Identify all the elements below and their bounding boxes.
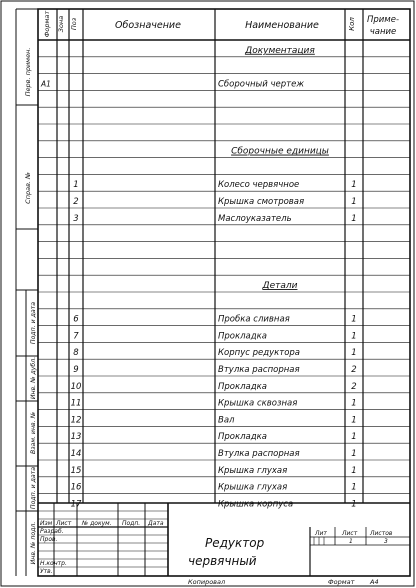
header-name: Наименование <box>245 20 319 31</box>
document-title-line1: Редуктор <box>205 536 265 550</box>
row-pos: 8 <box>73 348 79 359</box>
table-row <box>71 499 357 509</box>
footer-format-value: А4 <box>370 578 379 586</box>
tb-sign: Подп. <box>122 520 141 527</box>
row-name: Прокладка <box>218 432 267 443</box>
header-zone: Зона <box>57 15 65 33</box>
row-qty: 2 <box>351 381 357 392</box>
row-name: Маслоуказатель <box>218 213 292 224</box>
table-row <box>71 466 357 476</box>
tb-date: Дата <box>148 520 164 527</box>
header-note-1: Приме- <box>366 15 400 25</box>
row-name: Корпус редуктора <box>218 348 301 359</box>
row-pos: 14 <box>70 449 82 459</box>
footer-copied: Копировал <box>188 578 226 586</box>
row-pos: 3 <box>73 213 79 224</box>
row-name: Крышка сквозная <box>218 398 298 409</box>
tb-list: Лист <box>56 520 72 527</box>
row-qty: 1 <box>351 348 357 359</box>
row-pos: 2 <box>73 197 79 207</box>
row-name: Документация <box>245 45 315 56</box>
row-pos: 17 <box>70 499 82 510</box>
row-qty: 1 <box>351 213 357 224</box>
side-label-inv-podl: Инв. № подл. <box>30 521 37 565</box>
tb-sheet-value: 1 <box>349 538 353 545</box>
side-label-podp-data-2: Подп. и дата <box>30 466 37 510</box>
row-qty: 2 <box>351 365 357 375</box>
row-qty: 1 <box>351 499 357 510</box>
row-pos: 10 <box>70 381 82 392</box>
row-name: Втулка распорная <box>218 449 300 459</box>
side-label-perv-primen: Перв. примен. <box>24 47 32 97</box>
table-rows <box>40 46 357 510</box>
tb-utv: Утв. <box>40 568 53 575</box>
document-title-line2: червячный <box>188 554 257 568</box>
row-name: Вал <box>218 415 235 426</box>
row-qty: 1 <box>351 197 357 207</box>
row-name: Детали <box>262 281 298 291</box>
row-name: Прокладка <box>218 381 267 392</box>
row-name: Крышка глухая <box>218 465 288 476</box>
row-pos: 6 <box>73 314 79 325</box>
row-qty: 1 <box>351 398 357 409</box>
row-format: А1 <box>41 79 51 89</box>
row-name: Сборочные единицы <box>231 146 329 157</box>
side-label-sprav-no: Справ. № <box>24 172 32 204</box>
header-note-2: чание <box>369 27 397 37</box>
header-pos: Поз <box>70 17 78 31</box>
row-qty: 1 <box>351 482 357 493</box>
header-designation: Обозначение <box>115 20 181 31</box>
outer-frame <box>1 1 414 586</box>
table-row <box>40 79 304 89</box>
footer-format-label: Формат <box>328 578 355 586</box>
tb-prov: Пров. <box>40 536 58 543</box>
header-qty: Кол <box>348 17 356 31</box>
row-pos: 7 <box>73 331 79 342</box>
row-qty: 1 <box>351 314 357 325</box>
side-label-podp-data-1: Подп. и дата <box>30 301 37 345</box>
row-name: Сборочный чертеж <box>218 79 304 90</box>
row-pos: 16 <box>70 482 82 493</box>
row-pos: 11 <box>70 398 82 409</box>
footer <box>188 578 379 586</box>
row-name: Пробка сливная <box>218 314 290 325</box>
row-qty: 1 <box>351 180 357 191</box>
table-row <box>71 382 357 392</box>
row-pos: 9 <box>73 365 79 375</box>
row-name: Крышка глухая <box>218 482 288 493</box>
row-qty: 1 <box>351 415 357 426</box>
row-qty: 1 <box>351 432 357 443</box>
tb-doc-no: № докум. <box>82 520 112 527</box>
table-row <box>262 281 298 291</box>
row-name: Крышка корпуса <box>218 499 294 510</box>
row-pos: 15 <box>70 465 82 476</box>
tb-nkontr: Н.контр. <box>40 560 67 567</box>
row-pos: 12 <box>70 415 82 426</box>
table-row <box>71 449 357 459</box>
row-name: Втулка распорная <box>218 365 300 375</box>
row-name: Крышка смотровая <box>218 197 305 207</box>
table-row <box>244 46 315 56</box>
tb-izm: Изм <box>40 520 53 527</box>
title-block <box>38 503 410 576</box>
tb-sheets: Листов <box>370 530 393 537</box>
row-name: Прокладка <box>218 331 267 342</box>
row-qty: 1 <box>351 331 357 342</box>
tb-sheets-value: 3 <box>384 538 388 545</box>
header-format: Формат <box>43 10 51 38</box>
table-row <box>231 147 329 157</box>
side-label-inv-dubl: Инв. № дубл. <box>30 356 37 400</box>
tb-lit: Лит <box>315 530 327 537</box>
side-strip <box>16 9 38 576</box>
side-label-vzam-inv: Взам. инв. № <box>30 411 37 455</box>
table-row <box>71 399 357 409</box>
tb-sheet: Лист <box>342 530 358 537</box>
row-qty: 1 <box>351 449 357 459</box>
row-qty: 1 <box>351 465 357 476</box>
tb-razrab: Разраб. <box>40 528 64 535</box>
row-pos: 13 <box>70 432 82 443</box>
row-pos: 1 <box>73 180 79 191</box>
row-name: Колесо червячное <box>218 180 300 191</box>
table-row <box>71 432 357 442</box>
table-row <box>71 415 357 425</box>
table-row <box>71 483 357 493</box>
table-header <box>43 11 399 38</box>
